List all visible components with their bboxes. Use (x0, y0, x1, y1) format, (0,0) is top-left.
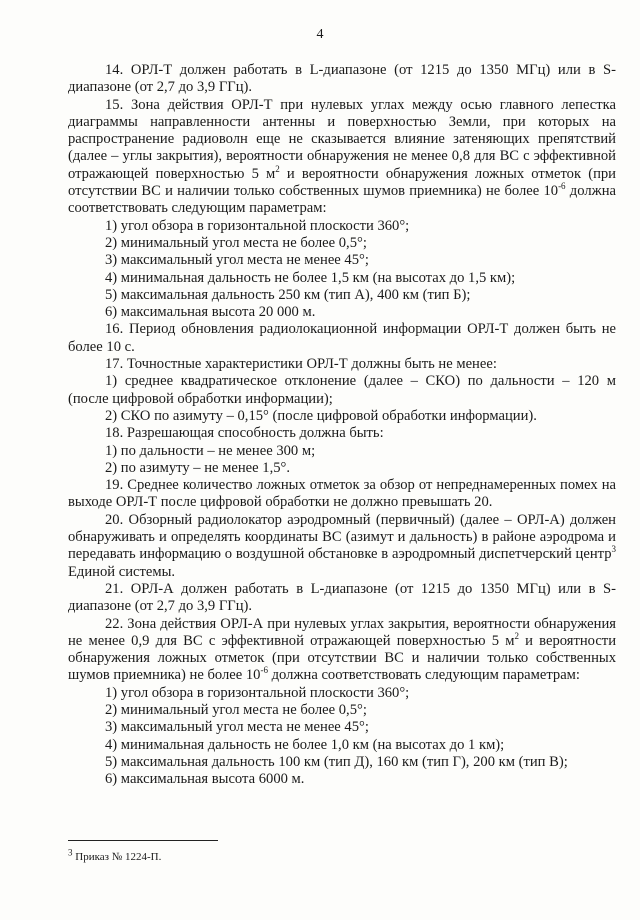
parameter-list (68, 218, 616, 322)
paragraph (68, 512, 616, 581)
paragraph: 17. Точностные характеристики ОРЛ-Т должны быть не менее: (105, 356, 497, 373)
superscript: 2 (514, 630, 519, 641)
paragraph-text: 20. Обзорный радиолокатор аэродромный (первичный) (далее – ОРЛ-А) должен обнаруживать и определять координаты ВС (азимут и дальность) в районе аэродрома и передавать информацию о воздушной обстановке в аэродромный диспетчерский центр (68, 511, 616, 563)
list-item: 4) минимальная дальность не более 1,0 км (на высотах до 1 км); (105, 736, 505, 753)
paragraph-text: должна соответствовать следующим параметрам: (68, 183, 616, 217)
paragraph-text: Единой системы. (68, 563, 176, 580)
list-item: 2) СКО по азимуту – 0,15° (после цифровой обработки информации). (105, 407, 537, 424)
list-item: 2) минимальный угол места не более 0,5°; (105, 234, 367, 251)
list-item: 2) минимальный угол места не более 0,5°; (105, 701, 367, 718)
list-item: 6) максимальная высота 6000 м. (105, 771, 305, 788)
paragraph: 16. Период обновления радиолокационной информации ОРЛ-Т должен быть не более 10 с. (68, 321, 616, 355)
superscript: -6 (260, 665, 268, 676)
paragraph-text: 22. Зона действия ОРЛ-А при нулевых углах закрытия, вероятности обнаружения не менее 0,9 для ВС с эффективной отражающей поверхностью 5 м (68, 615, 616, 649)
paragraph-text: должна соответствовать следующим параметрам: (267, 667, 580, 684)
list-item: 1) угол обзора в горизонтальной плоскости 360°; (105, 217, 410, 234)
footnote-separator (68, 840, 218, 841)
superscript: -6 (558, 181, 566, 192)
paragraph-text: 15. Зона действия ОРЛ-Т при нулевых углах между осью главного лепестка диаграммы направленности антенны и поверхностью Земли, при которых на распространение радиоволн еще не сказывается влияние затеняющих препятствий (далее – углы закрытия), вероятности обнаружения не менее 0,8 для ВС с эффективной отражающей поверхностью 5 м (68, 96, 616, 182)
list-item: 3) максимальный угол места не менее 45°; (105, 252, 369, 269)
footnote-mark: 3 (68, 847, 73, 858)
list-item: 1) угол обзора в горизонтальной плоскости 360°; (105, 684, 410, 701)
paragraph (68, 616, 616, 685)
paragraph: 21. ОРЛ-А должен работать в L-диапазоне (от 1215 до 1350 МГц) или в S-диапазоне (от 2,7 до 3,9 ГГц). (68, 580, 616, 615)
page-number: 4 (316, 27, 324, 42)
parameter-list (68, 408, 616, 477)
list-item: 18. Разрешающая способность должна быть: (105, 425, 384, 442)
list-item: 3) максимальный угол места не менее 45°; (105, 719, 369, 736)
list-item: 2) по азимуту – не менее 1,5°. (105, 459, 291, 476)
list-item: 4) минимальная дальность не более 1,5 км (на высотах до 1,5 км); (105, 269, 516, 286)
paragraph-text: и вероятности обнаружения ложных отметок (при отсутствии ВС и наличии только собственных шумов приемника) не более 10 (68, 632, 616, 684)
superscript: 3 (611, 544, 616, 555)
paragraph: 19. Среднее количество ложных отметок за обзор от непреднамеренных помех на выходе ОРЛ-Т после цифровой обработки не должно превышать 20. (68, 477, 616, 511)
parameter-list (68, 685, 616, 789)
paragraph (68, 97, 616, 218)
paragraph: 1) среднее квадратическое отклонение (далее – СКО) по дальности – 120 м (после цифровой обработки информации); (68, 373, 616, 407)
list-item: 1) по дальности – не менее 300 м; (105, 442, 316, 459)
footnote (68, 847, 162, 863)
list-item: 5) максимальная дальность 250 км (тип А), 400 км (тип Б); (105, 286, 471, 303)
superscript: 2 (275, 163, 280, 174)
footnote-text: Приказ № 1224-П. (75, 851, 162, 863)
document-body (68, 62, 616, 788)
list-item: 6) максимальная высота 20 000 м. (105, 304, 316, 321)
paragraph: 14. ОРЛ-Т должен работать в L-диапазоне (от 1215 до 1350 МГц) или в S-диапазоне (от 2,7 до 3,9 ГГц). (68, 62, 616, 96)
list-item: 5) максимальная дальность 100 км (тип Д), 160 км (тип Г), 200 км (тип В); (105, 753, 568, 770)
paragraph-text: и вероятности обнаружения ложных отметок (при отсутствии ВС и наличии только собственных шумов приемника) не более 10 (68, 165, 616, 200)
